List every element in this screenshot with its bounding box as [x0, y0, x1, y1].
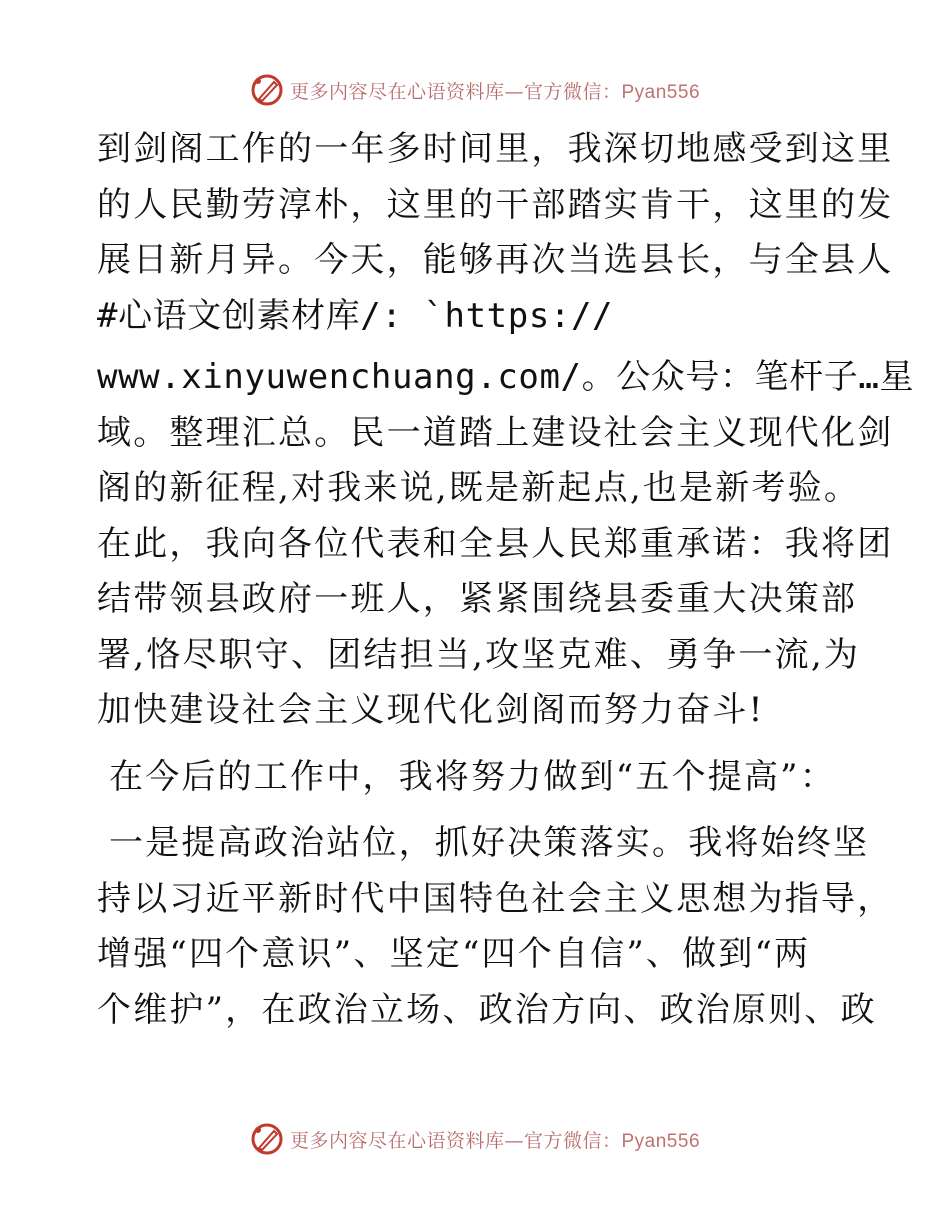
footer-wechat-id: Pyan556 [621, 1130, 701, 1152]
pen-circle-logo-icon [250, 1122, 284, 1156]
body-line: 一是提高政治站位，抓好决策落实。我将始终坚 [109, 823, 870, 863]
pen-circle-logo-icon [250, 73, 284, 107]
body-line: 阁的新征程,对我来说,既是新起点,也是新考验。 [97, 468, 861, 508]
body-line: 的人民勤劳淳朴，这里的干部踏实肯干，这里的发 [97, 184, 894, 225]
header-watermark-banner [0, 70, 950, 110]
body-line: 个维护”，在政治立场、政治方向、政治原则、政 [97, 989, 877, 1030]
body-line: 展日新月异。今天，能够再次当选县长，与全县人 [97, 240, 894, 280]
body-line: 署,恪尽职守、团结担当,攻坚克难、勇争一流,为 [97, 634, 861, 675]
body-line: 持以习近平新时代中国特色社会主义思想为指导， [97, 878, 894, 919]
body-line: 结带领县政府一班人，紧紧围绕县委重大决策部 [97, 579, 858, 619]
body-line-url: www.xinyuwenchuang.com/。公众号：笔杆子…星 [97, 357, 915, 397]
body-line: 到剑阁工作的一年多时间里，我深切地感受到这里 [97, 129, 894, 169]
footer-watermark-banner [0, 1119, 950, 1159]
footer-watermark-text: 更多内容尽在心语资料库—官方微信：Pyan556 [289, 1129, 701, 1152]
body-line: 增强“四个意识”、坚定“四个自信”、做到“两 [97, 934, 811, 974]
header-watermark-text: 更多内容尽在心语资料库—官方微信：Pyan556 [289, 80, 701, 103]
body-line-url-prefix: #心语文创素材库/: `https:// [97, 295, 614, 336]
body-line: 在此，我向各位代表和全县人民郑重承诺：我将团 [97, 523, 894, 564]
header-wechat-id: Pyan556 [621, 81, 701, 103]
body-line: 加快建设社会主义现代化剑阁而努力奋斗! [97, 690, 765, 730]
document-body [97, 122, 915, 1038]
body-line: 域。整理汇总。民一道踏上建设社会主义现代化剑 [97, 412, 894, 453]
paragraph-heading-line: 在今后的工作中，我将努力做到“五个提高”： [109, 756, 836, 797]
